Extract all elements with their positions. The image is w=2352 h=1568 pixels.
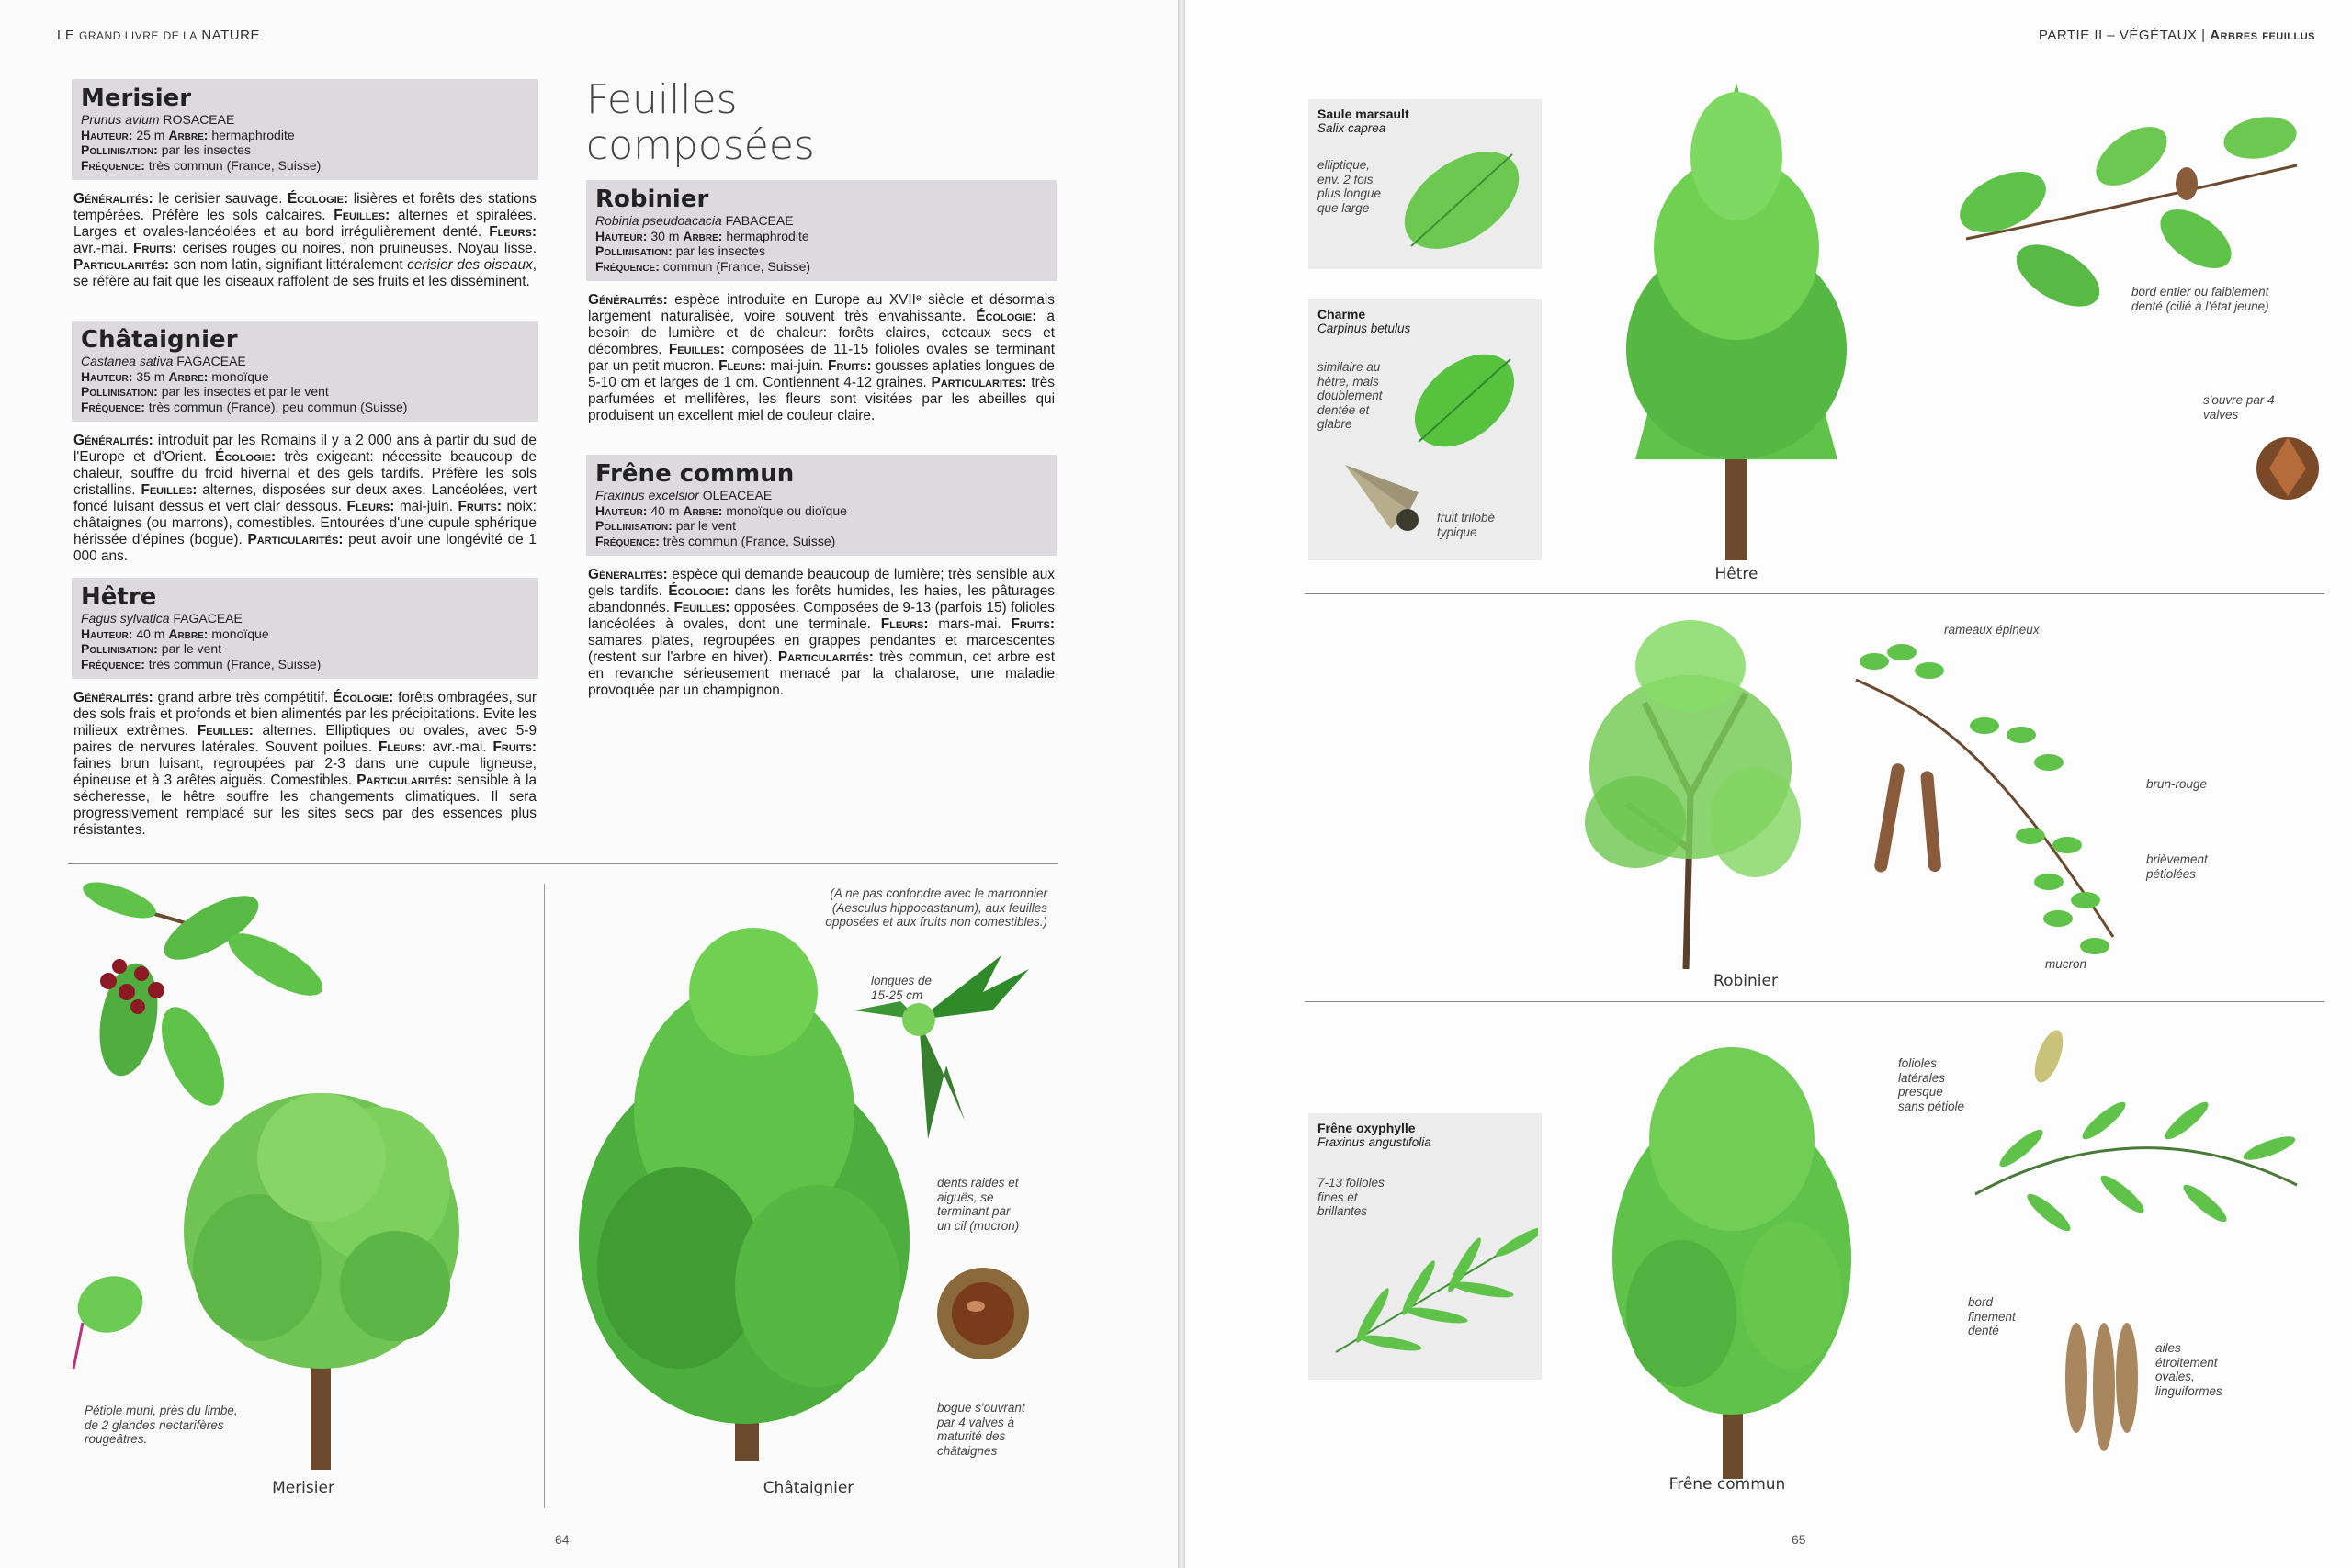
- merisier-leaf-branch: [79, 882, 331, 1115]
- species-description: [586, 292, 1057, 424]
- species-header-box: [586, 180, 1057, 281]
- note-dents: dents raides et aiguës, se terminant par un cil (mucron): [937, 1176, 1020, 1233]
- saule-note: elliptique, env. 2 fois plus longue que large: [1317, 158, 1382, 215]
- hauteur-value: 40 m: [136, 626, 165, 641]
- running-head-rubrique: Arbres feuillus: [2210, 28, 2315, 43]
- description-key: Généralités:: [588, 292, 668, 308]
- charme-title: Charme: [1317, 307, 1366, 321]
- hauteur-value: 40 m: [650, 502, 680, 518]
- frequence-label: Fréquence:: [81, 157, 145, 173]
- species-header-box: [586, 455, 1057, 556]
- pollinisation-value: par les insectes et par le vent: [161, 384, 329, 399]
- species-description: [72, 191, 538, 290]
- pollinisation-label: Pollinisation:: [595, 518, 673, 533]
- species-frequence-line: [595, 534, 1047, 549]
- description-text: espèce qui demande beaucoup de lumière; très sensible aux gels tardifs.: [588, 567, 1055, 599]
- running-head-grand-livre: GRAND LIVRE: [79, 29, 159, 42]
- description-text: peut avoir une longévité de 1 000 ans.: [74, 532, 537, 564]
- frequence-label: Fréquence:: [81, 656, 145, 671]
- folio-right: 65: [1792, 1532, 1806, 1547]
- pollinisation-label: Pollinisation:: [81, 384, 158, 399]
- hauteur-label: Hauteur:: [81, 127, 133, 142]
- description-key: Fleurs:: [378, 739, 426, 755]
- frequence-value: commun (France, Suisse): [662, 258, 811, 274]
- arbre-label: Arbre:: [168, 368, 209, 384]
- running-head-left: [57, 28, 260, 43]
- species-family: ROSACEAE: [163, 112, 235, 127]
- description-key: Fleurs:: [346, 499, 395, 514]
- hauteur-label: Hauteur:: [81, 368, 133, 384]
- note-bogue: bogue s'ouvrant par 4 valves à maturité des châtaignes: [937, 1401, 1025, 1458]
- note-marronnier: (A ne pas confondre avec le marronnier (Aesculus hippocastanum), aux feuilles opposées et aux fruits non comestibles.): [825, 886, 1047, 929]
- description-text: forêts ombragées, sur des sols frais et profonds et bien alimentés par les précipitations. Evite les milieux extrêmes.: [74, 690, 537, 739]
- caption-chataignier: Châtaignier: [763, 1479, 854, 1497]
- description-text: alternes et spiralées. Larges et ovales-lancéolées et au bord irrégulièrement denté.: [74, 208, 537, 240]
- description-key: Particularités:: [356, 773, 453, 788]
- description-key: Fleurs:: [718, 358, 766, 374]
- merisier-petiole-leaf: [70, 1267, 151, 1369]
- saule-latin: Salix caprea: [1317, 121, 1386, 135]
- species-latin: Prunus avium: [81, 112, 160, 127]
- description-key: Fruits:: [132, 241, 177, 256]
- charme-leaf-icon: [1400, 345, 1529, 456]
- caption-hetre: Hêtre: [1714, 565, 1758, 583]
- running-head-le: LE: [57, 28, 75, 43]
- description-text: très exigeant: nécessite beaucoup de chaleur, souffre du froid hivernal et des gels tardifs. Préfère les sols cristallins.: [74, 449, 537, 498]
- running-head-right: [2039, 28, 2315, 43]
- frene-oxy-title: Frêne oxyphylle: [1317, 1121, 1416, 1135]
- section-title: [586, 77, 815, 169]
- species-latin-line: [595, 213, 1047, 229]
- frequence-label: Fréquence:: [595, 533, 660, 548]
- species-frequence-line: [595, 259, 1047, 275]
- species-latin: Robinia pseudoacacia: [595, 213, 722, 228]
- pollinisation-value: par le vent: [675, 518, 737, 533]
- description-text: mai-juin.: [765, 358, 829, 374]
- frene-samaras-icon: [2065, 1323, 2138, 1451]
- species-name: Robinier: [595, 186, 709, 213]
- species-frequence-line: [81, 400, 529, 415]
- arbre-label: Arbre:: [683, 502, 723, 518]
- species-description: [72, 690, 538, 839]
- species-hauteur-line: [81, 128, 529, 143]
- caption-frene: Frêne commun: [1668, 1475, 1786, 1494]
- species-pollinisation-line: [81, 641, 529, 657]
- species-frene: [586, 455, 1057, 699]
- pollinisation-value: par les insectes: [675, 243, 765, 258]
- species-frequence-line: [81, 158, 529, 174]
- note-folioles-laterales: folioles latérales presque sans pétiole: [1898, 1056, 1965, 1113]
- description-text: alternes. Elliptiques ou ovales, avec 5-9 paires de nervures latérales. Souvent poilues.: [74, 723, 537, 755]
- note-ailes: ailes étroitement ovales, linguiformes: [2155, 1341, 2222, 1398]
- description-key: Feuilles:: [668, 342, 725, 357]
- species-description: [72, 433, 538, 565]
- species-hauteur-line: [81, 626, 529, 642]
- description-key: Généralités:: [74, 191, 153, 207]
- arbre-value: monoïque ou dioïque: [726, 502, 847, 518]
- description-text: gousses aplaties longues de 5-10 cm et larges de 1 cm. Contiennent 4-12 graines.: [588, 358, 1055, 390]
- description-key: Fruits:: [1011, 616, 1055, 632]
- species-header-box: [72, 578, 538, 679]
- caption-merisier: Merisier: [272, 1479, 334, 1497]
- pollinisation-label: Pollinisation:: [595, 243, 673, 258]
- charme-fruit-note: fruit trilobé typique: [1437, 511, 1496, 539]
- description-text: opposées. Composées de 9-13 (parfois 15) folioles lancéolées à ovales, dont une terminale.: [588, 600, 1055, 632]
- horizontal-divider: [68, 863, 1058, 864]
- species-name: Frêne commun: [595, 460, 795, 488]
- species-hauteur-line: [595, 503, 1047, 519]
- frene-tree: [1599, 1020, 1865, 1479]
- species-latin-line: [81, 611, 529, 626]
- running-head-partie: PARTIE II – VÉGÉTAUX: [2038, 28, 2198, 43]
- species-description: [586, 567, 1057, 699]
- species-family: FAGACEAE: [173, 611, 243, 626]
- description-text: , se réfère au fait que les oiseaux raffolent de ses fruits et les disséminent.: [74, 257, 537, 289]
- species-name: Hêtre: [81, 583, 157, 611]
- description-key: Écologie:: [215, 449, 277, 465]
- species-latin: Fraxinus excelsior: [595, 488, 699, 502]
- robinier-tree: [1571, 611, 1810, 978]
- arbre-value: hermaphrodite: [211, 127, 295, 142]
- species-name: Merisier: [81, 85, 192, 112]
- running-head-separator: |: [2201, 28, 2206, 43]
- description-key: Feuilles:: [334, 208, 390, 223]
- saule-leaf-icon: [1393, 136, 1531, 265]
- arbre-value: monoïque: [211, 626, 269, 641]
- description-text: mai-juin.: [394, 499, 458, 514]
- description-text: cerises rouges ou noires, non pruineuses. Noyau lisse.: [176, 241, 537, 256]
- hauteur-value: 35 m: [136, 368, 165, 384]
- pollinisation-label: Pollinisation:: [81, 641, 158, 656]
- description-text: samares plates, regroupées en grappes pendantes et marcescentes (restent sur l'arbre en hiver).: [588, 633, 1055, 665]
- frene-oxy-note: 7-13 folioles fines et brillantes: [1317, 1176, 1385, 1218]
- vertical-divider: [544, 884, 545, 1508]
- charme-note: similaire au hêtre, mais doublement dentée et glabre: [1317, 360, 1383, 431]
- pollinisation-label: Pollinisation:: [81, 142, 158, 157]
- charme-fruit-icon: [1336, 446, 1437, 547]
- description-key: Feuilles:: [673, 600, 730, 615]
- note-bord-finement: bord finement denté: [1968, 1295, 2016, 1337]
- arbre-label: Arbre:: [168, 127, 209, 142]
- description-text: alternes, disposées sur deux axes. Lancéolées, vert foncé luisant dessus et vert clair dessous.: [74, 482, 537, 514]
- book-gutter: [1178, 0, 1185, 1568]
- description-text: le cerisier sauvage.: [153, 191, 288, 207]
- description-key: Fruits:: [458, 499, 502, 514]
- note-bord-entier: bord entier ou faiblement denté (cilié à l'état jeune): [2132, 285, 2269, 313]
- frene-oxy-latin: Fraxinus angustifolia: [1317, 1135, 1431, 1149]
- description-text: cerisier des oiseaux: [407, 257, 533, 273]
- description-key: Fruits:: [828, 358, 872, 374]
- frequence-value: très commun (France, Suisse): [148, 656, 322, 671]
- description-text: son nom latin, signifiant littéralement: [169, 257, 408, 273]
- hauteur-value: 25 m: [136, 127, 165, 142]
- description-text: faines brun luisant, regroupées par 2-3 dans une cupule ligneuse, épineuse et à 3 arêtes aiguës. Comestibles.: [74, 756, 537, 788]
- species-merisier: [72, 79, 538, 290]
- description-key: Généralités:: [588, 567, 668, 582]
- hetre-tree: [1608, 73, 1865, 570]
- species-family: FAGACEAE: [176, 354, 246, 368]
- species-hetre: [72, 578, 538, 839]
- frequence-label: Fréquence:: [595, 258, 660, 274]
- species-header-box: [72, 79, 538, 180]
- note-petiole: Pétiole muni, près du limbe, de 2 glandes nectarifères rougeâtres.: [85, 1404, 238, 1446]
- divider-1: [1305, 593, 2324, 594]
- description-key: Particularités:: [777, 649, 874, 665]
- description-text: a besoin de lumière et de chaleur: forêts claires, coteaux secs et décombres.: [588, 309, 1055, 357]
- pollinisation-value: par les insectes: [161, 142, 251, 157]
- arbre-value: hermaphrodite: [726, 228, 809, 243]
- description-key: Particularités:: [74, 257, 169, 273]
- frene-buds-icon: [2029, 1029, 2068, 1086]
- description-key: Fleurs:: [489, 224, 537, 240]
- note-brun-rouge: brun-rouge: [2146, 777, 2208, 791]
- description-key: Particularités:: [247, 532, 344, 547]
- note-longues: longues de 15-25 cm: [871, 974, 933, 1002]
- pollinisation-value: par le vent: [161, 641, 222, 656]
- species-hauteur-line: [595, 229, 1047, 244]
- description-text: très commun, cet arbre est en revanche sérieusement menacé par la chalarose, une maladie provoquée par un champignon.: [588, 649, 1055, 698]
- species-pollinisation-line: [595, 518, 1047, 534]
- species-pollinisation-line: [81, 384, 529, 400]
- hauteur-label: Hauteur:: [595, 502, 648, 518]
- description-text: sensible à la sécheresse, le hêtre souffre les changements climatiques. Il sera progressivement remplacé sur les sites secs par des essences plus résistantes.: [74, 773, 537, 838]
- description-text: composées de 11-15 folioles ovales se terminant par un petit mucron.: [588, 342, 1055, 374]
- species-latin: Castanea sativa: [81, 354, 174, 368]
- hauteur-label: Hauteur:: [81, 626, 133, 641]
- frequence-label: Fréquence:: [81, 399, 145, 414]
- description-key: Écologie:: [333, 690, 394, 705]
- folio-left: 64: [555, 1532, 570, 1547]
- description-key: Feuilles:: [141, 482, 198, 498]
- divider-2: [1305, 1001, 2324, 1002]
- saule-title: Saule marsault: [1317, 107, 1409, 121]
- running-head-nature: NATURE: [201, 28, 260, 43]
- description-key: Fleurs:: [880, 616, 929, 632]
- arbre-label: Arbre:: [683, 228, 723, 243]
- species-header-box: [72, 321, 538, 422]
- chestnut-burr-icon: [937, 1268, 1029, 1359]
- description-key: Écologie:: [288, 191, 349, 207]
- frene-leaf-branch: [1948, 1029, 2306, 1470]
- description-text: avr.-mai.: [74, 241, 133, 256]
- description-text: introduit par les Romains il y a 2 000 ans à partir du sud de l'Europe et d'Orient.: [74, 433, 537, 465]
- note-rameaux: rameaux épineux: [1944, 623, 2040, 637]
- species-frequence-line: [81, 657, 529, 672]
- species-family: OLEACEAE: [702, 488, 773, 502]
- description-text: noix: châtaignes (ou marrons), comestibles. Entourées d'une cupule sphérique hérissée d'épines (bogue).: [74, 499, 537, 547]
- arbre-value: monoïque: [211, 368, 269, 384]
- species-latin: Fagus sylvatica: [81, 611, 170, 626]
- box-saule-marsault: [1308, 99, 1542, 269]
- species-pollinisation-line: [81, 142, 529, 158]
- description-key: Généralités:: [74, 433, 153, 448]
- hauteur-label: Hauteur:: [595, 228, 648, 243]
- running-head-de-la: DE LA: [163, 29, 198, 42]
- description-key: Écologie:: [668, 583, 729, 599]
- caption-robinier: Robinier: [1713, 972, 1778, 990]
- description-text: lisières et forêts des stations tempérées. Préfère les sols calcaires.: [74, 191, 537, 223]
- merisier-illustration: [64, 882, 533, 1488]
- charme-latin: Carpinus betulus: [1317, 321, 1411, 335]
- robinier-leaf-branch: [1838, 625, 2132, 974]
- note-brievement: brièvement pétiolées: [2146, 852, 2208, 881]
- description-text: dans les forêts humides, les haies, les pâturages abandonnés.: [588, 583, 1055, 615]
- right-page: [1185, 0, 2352, 1568]
- description-text: espèce introduite en Europe au XVIIᵉ siècle et désormais largement naturalisée, voire souvent très envahissante.: [588, 292, 1055, 324]
- species-name: Châtaignier: [81, 326, 238, 354]
- description-text: très parfumées et mellifères, les fleurs sont visitées par les abeilles qui produisent un excellent miel de couleur claire.: [588, 375, 1055, 423]
- frene-oxy-leaf-icon: [1317, 1224, 1538, 1371]
- species-latin-line: [81, 112, 529, 128]
- species-robinier: [586, 180, 1057, 424]
- frequence-value: très commun (France, Suisse): [662, 533, 836, 548]
- robinier-pods-icon: [1873, 762, 1941, 874]
- frequence-value: très commun (France, Suisse): [148, 157, 322, 173]
- box-charme: [1308, 299, 1542, 560]
- note-s-ouvre: s'ouvre par 4 valves: [2203, 393, 2275, 422]
- note-mucron: mucron: [2045, 957, 2087, 971]
- section-title-line2: composées: [586, 122, 815, 169]
- species-family: FABACEAE: [725, 213, 794, 228]
- species-latin-line: [81, 354, 529, 369]
- beechnut-cupule-icon: [2242, 423, 2334, 505]
- description-text: mars-mai.: [928, 616, 1012, 632]
- species-pollinisation-line: [595, 243, 1047, 259]
- description-key: Écologie:: [976, 309, 1037, 324]
- species-latin-line: [595, 488, 1047, 503]
- description-key: Feuilles:: [197, 723, 254, 739]
- hauteur-value: 30 m: [650, 228, 680, 243]
- description-text: grand arbre très compétitif.: [153, 690, 334, 705]
- box-frene-oxyphylle: [1308, 1113, 1542, 1380]
- species-chataignier: [72, 321, 538, 565]
- section-title-line1: Feuilles: [586, 76, 738, 123]
- description-text: avr.-mai.: [425, 739, 493, 755]
- species-hauteur-line: [81, 369, 529, 385]
- arbre-label: Arbre:: [168, 626, 209, 641]
- frequence-value: très commun (France), peu commun (Suisse): [148, 399, 408, 414]
- description-key: Généralités:: [74, 690, 153, 705]
- description-key: Fruits:: [492, 739, 537, 755]
- chataignier-tree: [579, 928, 910, 1461]
- description-key: Particularités:: [931, 375, 1027, 390]
